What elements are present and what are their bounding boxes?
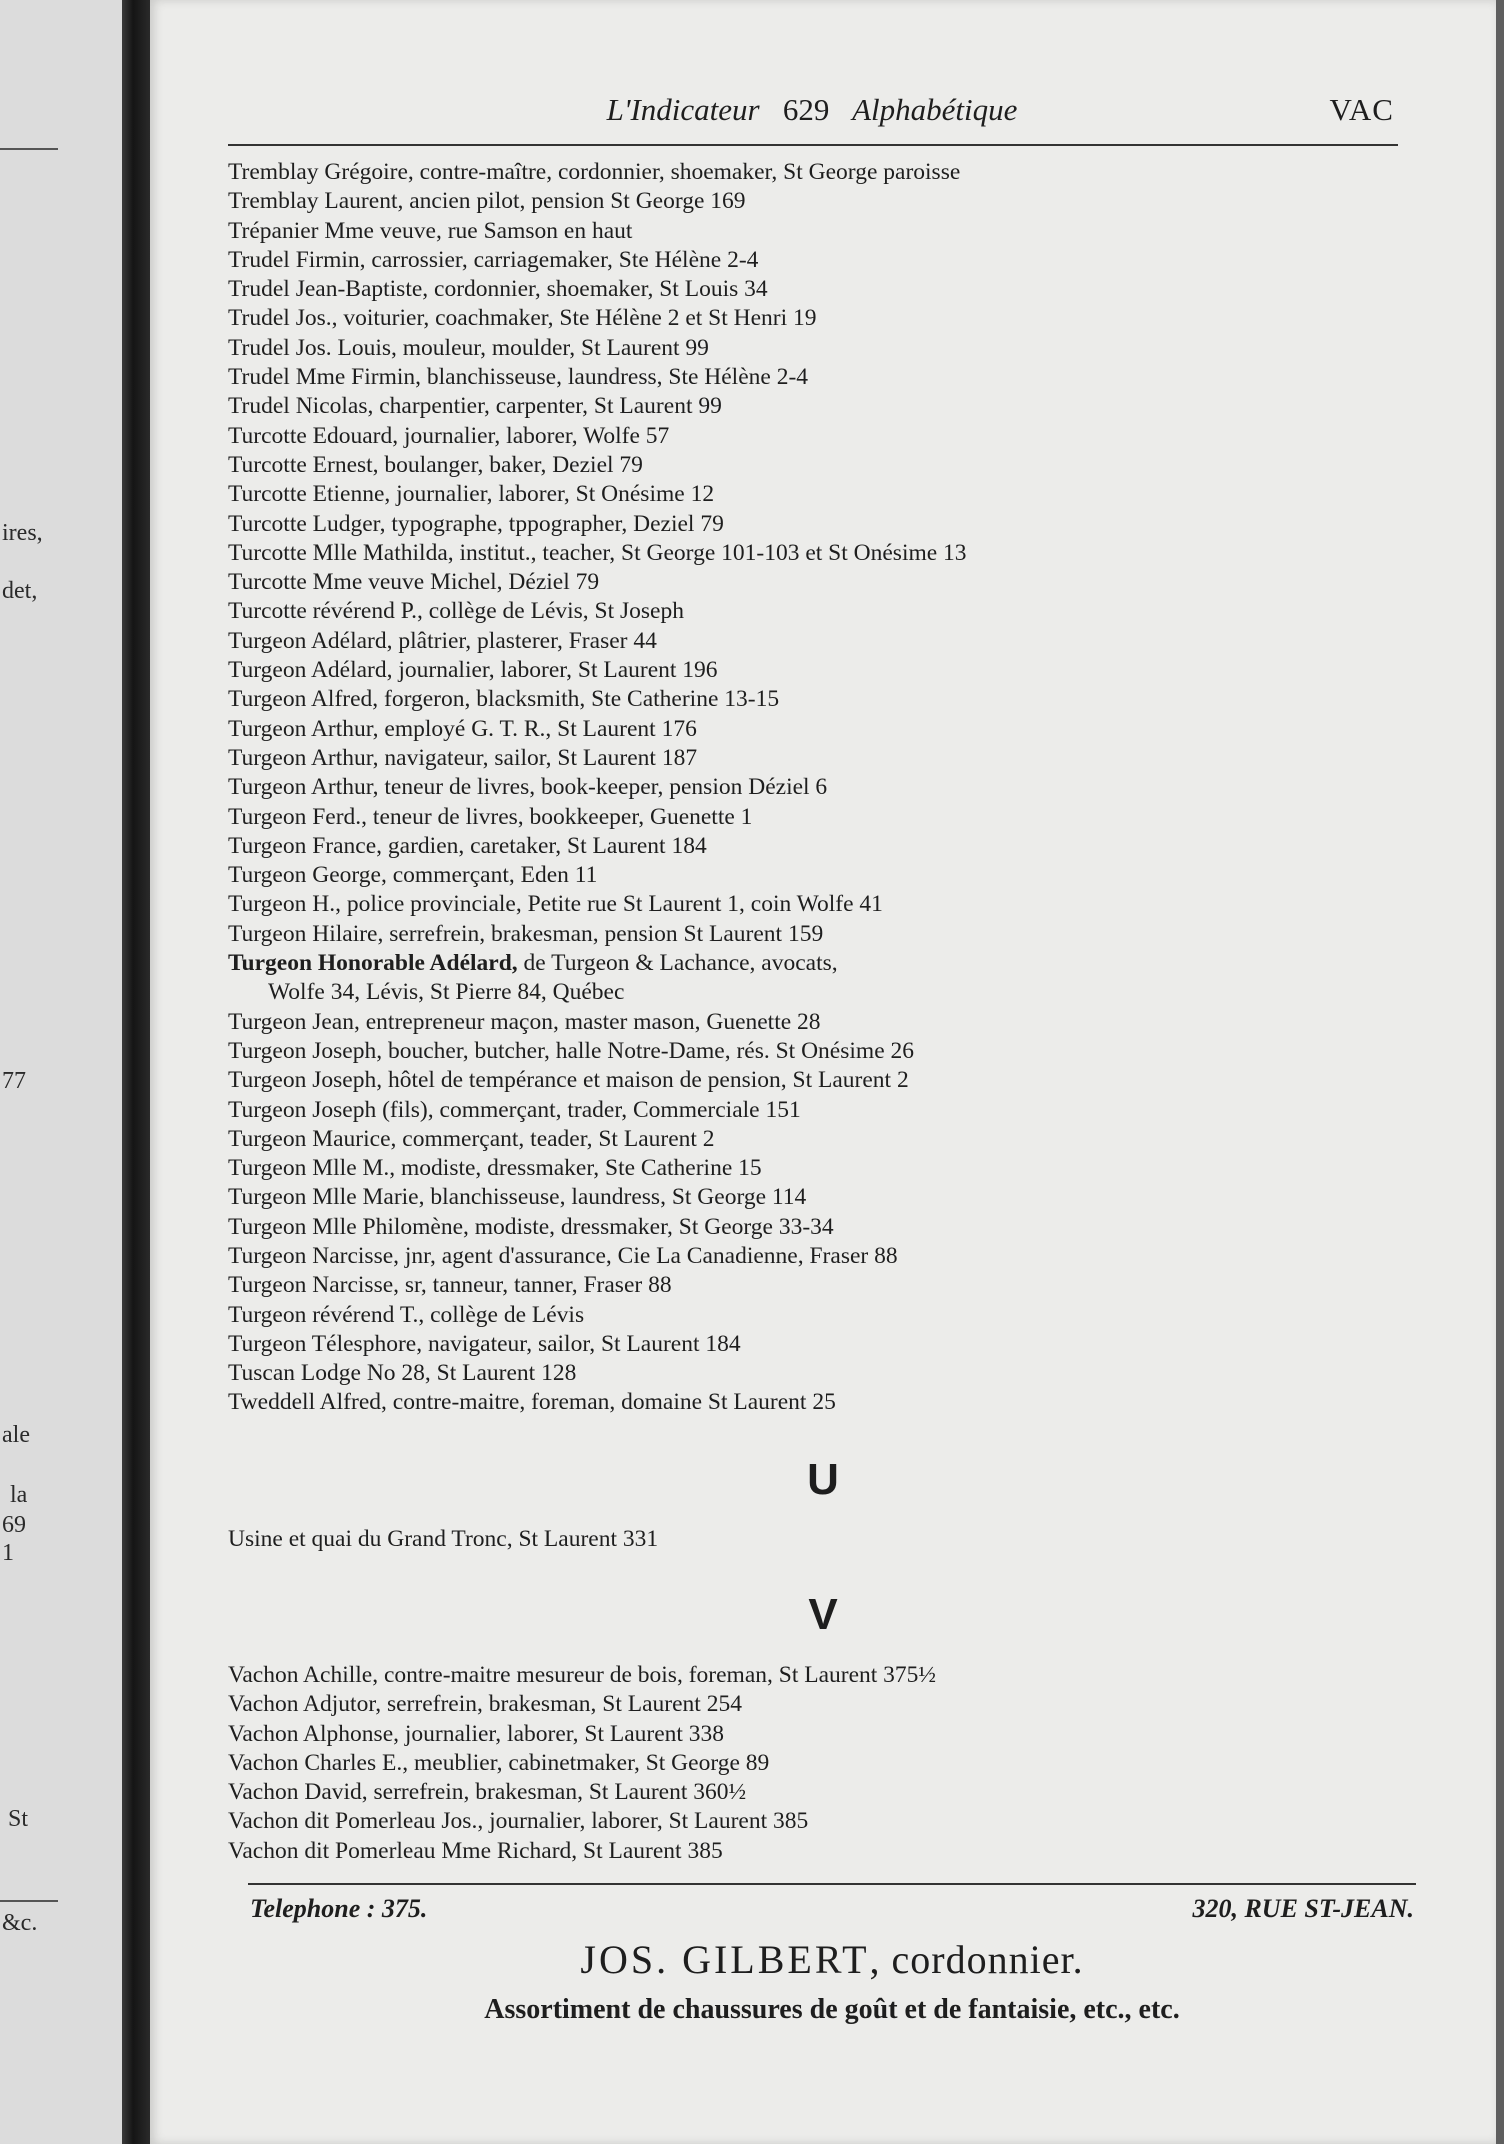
section-heading-v: V [808,1590,838,1639]
directory-entry: Turcotte révérend P., collège de Lévis, St Joseph [228,598,684,625]
directory-entry: Trudel Jean-Baptiste, cordonnier, shoemaker, St Louis 34 [228,276,768,303]
directory-entry: Tremblay Grégoire, contre-maître, cordonnier, shoemaker, St George paroisse [228,159,961,185]
directory-entry: Tremblay Laurent, ancien pilot, pension St George 169 [228,188,746,215]
entries-list-v [228,1661,1398,1866]
directory-entry: Turgeon Mlle Marie, blanchisseuse, laundress, St George 114 [228,1184,807,1211]
adjacent-page-fragment: St [8,1806,29,1832]
header-title [230,92,1394,128]
directory-entry: Turgeon Télesphore, navigateur, sailor, St Laurent 184 [228,1330,741,1357]
advertisement-name [248,1936,1416,1983]
directory-entry: Turcotte Ludger, typographe, tppographer, Deziel 79 [228,510,724,537]
adjacent-page-fragment: la [10,1482,28,1508]
featured-entry-continuation: Wolfe 34, Lévis, St Pierre 84, Québec [268,979,625,1006]
directory-page [150,0,1496,2144]
entries-list-t [228,158,1398,1418]
directory-entry: Turgeon Arthur, teneur de livres, book-keeper, pension Déziel 6 [228,774,828,801]
adjacent-page-fragment: &c. [2,1910,38,1936]
adjacent-page-rule [0,148,58,150]
directory-entry: Turcotte Ernest, boulanger, baker, Deziel 79 [228,451,643,478]
directory-entry: Turgeon Alfred, forgeron, blacksmith, Ste Catherine 13-15 [228,686,780,713]
directory-entry: Turgeon Narcisse, jnr, agent d'assurance, Cie La Canadienne, Fraser 88 [228,1242,898,1269]
directory-entry: Turgeon Arthur, navigateur, sailor, St Laurent 187 [228,744,698,771]
adjacent-page-fragment: ires, [2,520,43,546]
adjacent-page-fragment: ale [2,1422,30,1448]
directory-entry: Turgeon Mlle Philomène, modiste, dressmaker, St George 33-34 [228,1213,834,1240]
advertisement-rule [248,1883,1416,1885]
header-title-right: Alphabétique [852,92,1018,127]
directory-entry: Turgeon Mlle M., modiste, dressmaker, Ste Catherine 15 [228,1155,762,1182]
directory-entry: Turgeon Ferd., teneur de livres, bookkeeper, Guenette 1 [228,803,753,830]
directory-entry: Turcotte Mlle Mathilda, institut., teacher, St George 101-103 et St Onésime 13 [228,539,967,566]
page-number: 629 [782,92,830,127]
directory-entry: Turgeon Adélard, plâtrier, plasterer, Fraser 44 [228,627,657,654]
directory-entry: Turgeon Hilaire, serrefrein, brakesman, pension St Laurent 159 [228,920,824,947]
ad-trade: , cordonnier. [869,1937,1084,1982]
directory-entry: Trudel Nicolas, charpentier, carpenter, St Laurent 99 [228,393,722,420]
featured-entry-detail: de Turgeon & Lachance, avocats, [523,950,838,977]
directory-entry: Turgeon révérend T., collège de Lévis [228,1301,585,1328]
directory-entry: Turcotte Edouard, journalier, laborer, Wolfe 57 [228,422,670,449]
directory-entry: Turcotte Mme veuve Michel, Déziel 79 [228,569,600,596]
directory-entry: Vachon Alphonse, journalier, laborer, St Laurent 338 [228,1720,725,1747]
header-rule [228,144,1398,146]
directory-entry: Trépanier Mme veuve, rue Samson en haut [228,217,633,244]
section-key: VAC [1329,92,1394,127]
ad-telephone: Telephone : 375. [250,1894,428,1923]
directory-entry: Vachon dit Pomerleau Jos., journalier, laborer, St Laurent 385 [228,1808,809,1835]
directory-entry: Vachon dit Pomerleau Mme Richard, St Laurent 385 [228,1837,723,1864]
directory-entry: Turgeon Jean, entrepreneur maçon, master mason, Guenette 28 [228,1008,821,1035]
adjacent-page-rule [0,1900,58,1902]
ad-address: 320, RUE ST-JEAN. [1192,1894,1414,1923]
section-heading-u: U [807,1455,839,1504]
directory-entry: Turgeon Narcisse, sr, tanneur, tanner, Fraser 88 [228,1272,672,1299]
directory-entry: Tweddell Alfred, contre-maitre, foreman, domaine St Laurent 25 [228,1389,836,1416]
header-title-left: L'Indicateur [606,92,760,127]
adjacent-page-fragment: 77 [2,1068,26,1094]
directory-entry: Usine et quai du Grand Tronc, St Laurent 331 [228,1526,659,1552]
directory-entry: Trudel Jos., voiturier, coachmaker, Ste Hélène 2 et St Henri 19 [228,305,817,332]
book-gutter [122,0,150,2144]
entries-list-u [228,1525,1398,1554]
directory-entry: Turcotte Etienne, journalier, laborer, St Onésime 12 [228,481,715,508]
directory-entry: Vachon Charles E., meublier, cabinetmaker, St George 89 [228,1749,770,1776]
directory-entry: Vachon Achille, contre-maitre mesureur de bois, foreman, St Laurent 375½ [228,1662,937,1688]
directory-entry: Turgeon Joseph (fils), commerçant, trader, Commerciale 151 [228,1096,801,1123]
directory-entry: Turgeon France, gardien, caretaker, St Laurent 184 [228,832,707,859]
directory-entry: Tuscan Lodge No 28, St Laurent 128 [228,1360,577,1387]
directory-entry: Turgeon Arthur, employé G. T. R., St Laurent 176 [228,715,697,742]
directory-entry: Turgeon Joseph, boucher, butcher, halle Notre-Dame, rés. St Onésime 26 [228,1037,914,1064]
directory-entry: Trudel Jos. Louis, mouleur, moulder, St Laurent 99 [228,334,709,361]
directory-entry: Turgeon George, commerçant, Eden 11 [228,862,598,889]
adjacent-page-fragment: det, [2,578,38,604]
adjacent-page-fragment: 69 [2,1512,26,1538]
featured-entry-name: Turgeon Honorable Adélard, [228,950,518,977]
directory-entry: Vachon Adjutor, serrefrein, brakesman, St Laurent 254 [228,1691,742,1718]
directory-entry: Turgeon H., police provinciale, Petite rue St Laurent 1, coin Wolfe 41 [228,891,883,918]
advertisement-contact [250,1894,1414,1928]
adjacent-page-fragment: 1 [2,1540,14,1566]
directory-entry: Trudel Firmin, carrossier, carriagemaker, Ste Hélène 2-4 [228,246,759,273]
directory-entry: Trudel Mme Firmin, blanchisseuse, laundress, Ste Hélène 2-4 [228,364,809,391]
ad-business-name: JOS. GILBERT [580,1937,870,1982]
directory-entry: Vachon David, serrefrein, brakesman, St Laurent 360½ [228,1779,747,1806]
directory-entry: Turgeon Adélard, journalier, laborer, St Laurent 196 [228,657,718,684]
adjacent-page-edge [0,0,122,2144]
advertisement-tagline: Assortiment de chaussures de goût et de fantaisie, etc., etc. [484,1994,1180,2025]
running-header [230,92,1394,132]
directory-entry-featured [228,949,1398,1008]
directory-entry: Turgeon Maurice, commerçant, teader, St Laurent 2 [228,1125,715,1152]
directory-entry: Turgeon Joseph, hôtel de tempérance et maison de pension, St Laurent 2 [228,1067,909,1094]
